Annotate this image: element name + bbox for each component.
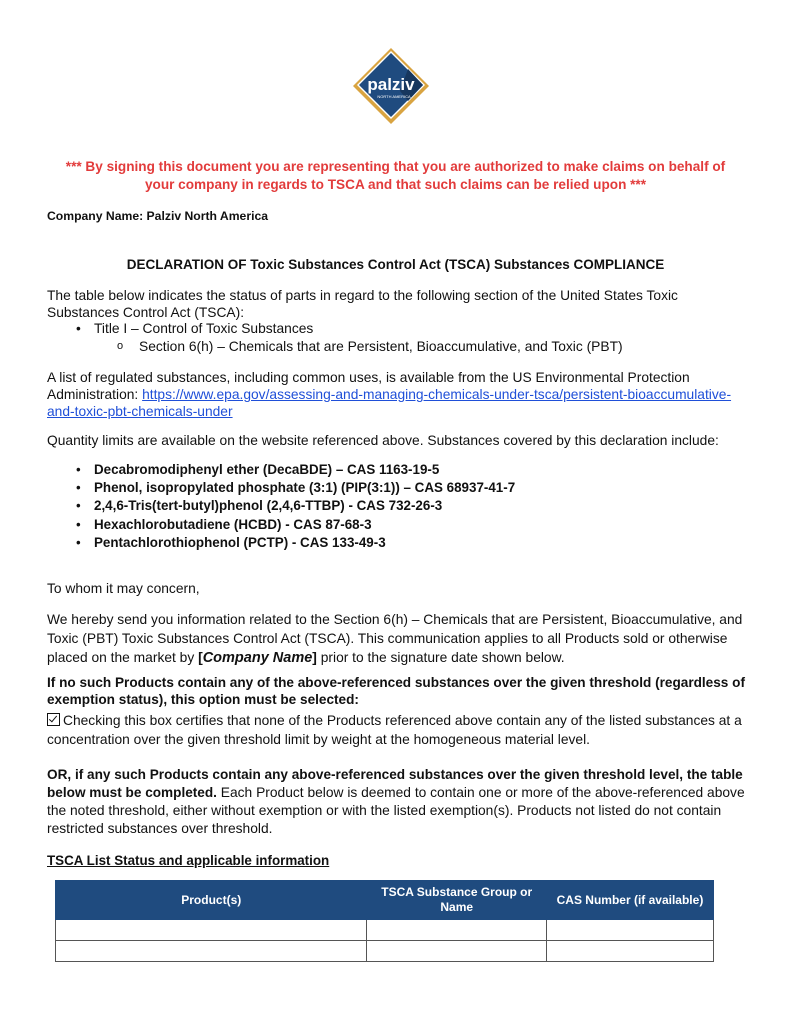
substance-label: Phenol, isopropylated phosphate (3:1) (PIP(3:1)) – CAS 68937-41-7 (94, 480, 516, 496)
bullet-dot-icon: • (76, 516, 81, 532)
send-text-before: We hereby send you information related to the Section 6(h) – Chemicals that are Persistent, Bioaccumulative, and Toxic (PBT) Toxic Substances Control Act (TSCA). This communication applies to all Products sold or otherwise placed on the market by (47, 612, 743, 665)
greeting: To whom it may concern, (47, 581, 200, 596)
table-header-row (56, 881, 714, 920)
send-text-after: prior to the signature date shown below. (316, 650, 565, 665)
cell-cas[interactable] (546, 920, 713, 941)
table-row (56, 941, 714, 962)
logo-subtext: NORTH AMERICA (377, 94, 411, 99)
quantity-paragraph: Quantity limits are available on the website referenced above. Substances covered by this declaration include: (47, 433, 719, 448)
bracket-open: [ (198, 650, 203, 665)
intro-paragraph: The table below indicates the status of parts in regard to the following section of the United States Toxic Substances Control Act (TSCA): (47, 288, 678, 320)
declaration-title: DECLARATION OF Toxic Substances Control Act (TSCA) Substances COMPLIANCE (126, 257, 665, 272)
checkbox-paragraph (47, 711, 747, 749)
tsca-table (55, 880, 714, 962)
or-text: Each Product below is deemed to contain one or more of the above-referenced above the noted threshold, either without exemption or with the listed exemption(s). Products not listed do not contain restricted substances over threshold. (47, 785, 745, 836)
cell-substance[interactable] (367, 920, 546, 941)
signing-warning (40, 158, 751, 194)
certify-checkbox[interactable] (47, 713, 60, 726)
substance-label: 2,4,6-Tris(tert-butyl)phenol (2,4,6-TTBP) - CAS 732-26-3 (94, 498, 443, 514)
table-title: TSCA List Status and applicable information (47, 853, 330, 868)
bullet-dot-icon: • (76, 534, 81, 550)
substance-label: Hexachlorobutadiene (HCBD) - CAS 87-68-3 (94, 516, 372, 532)
option-heading: If no such Products contain any of the above-referenced substances over the given threshold (regardless of exemption status), this option must be selected: (47, 675, 745, 707)
substance-label: Decabromodiphenyl ether (DecaBDE) – CAS 1163-19-5 (94, 462, 440, 477)
warning-line-2: your company in regards to TSCA and that such claims can be relied upon *** (144, 177, 647, 192)
bullet-title-i-text: Title I – Control of Toxic Substances (94, 321, 314, 336)
cell-product[interactable] (56, 920, 367, 941)
or-heading: OR, if any such Products contain any above-referenced substances over the given threshold level, the table below must be completed. (47, 767, 743, 800)
bullet-circle-icon: o (117, 340, 124, 352)
or-paragraph (47, 766, 747, 838)
substance-label: Pentachlorothiophenol (PCTP) - CAS 133-49-3 (94, 534, 386, 550)
header-cas-number: CAS Number (if available) (546, 881, 713, 920)
regulated-paragraph (47, 369, 747, 420)
palziv-logo (350, 45, 432, 127)
regulated-text: A list of regulated substances, including common uses, is available from the US Environmental Protection Administration: (47, 370, 690, 402)
warning-line-1: *** By signing this document you are representing that you are authorized to make claims on behalf of (65, 159, 726, 174)
header-substance-group: TSCA Substance Group or Name (367, 881, 546, 920)
send-info-paragraph (47, 610, 747, 668)
bullet-dot-icon: • (76, 480, 81, 496)
logo-text: palziv (367, 75, 415, 94)
company-name-line: Company Name: Palziv North America (47, 209, 269, 223)
cell-substance[interactable] (367, 941, 546, 962)
table-row (56, 920, 714, 941)
checkbox-text: Checking this box certifies that none of the Products referenced above contain any of the listed substances at a concentration over the given threshold limit by weight at the homogeneous material level. (47, 713, 742, 747)
header-products: Product(s) (56, 881, 367, 920)
bullet-dot-icon: • (76, 321, 81, 336)
cell-product[interactable] (56, 941, 367, 962)
bullet-section-6h-text: Section 6(h) – Chemicals that are Persistent, Bioaccumulative, and Toxic (PBT) (139, 339, 623, 354)
company-name-placeholder: Company Name (202, 650, 313, 666)
cell-cas[interactable] (546, 941, 713, 962)
bullet-dot-icon: • (76, 498, 81, 514)
bullet-dot-icon: • (76, 462, 81, 477)
bracket-close: ] (312, 650, 317, 665)
epa-link[interactable]: https://www.epa.gov/assessing-and-managing-chemicals-under-tsca/persistent-bioaccumulative-and-toxic-pbt-chemicals-under (47, 387, 732, 419)
